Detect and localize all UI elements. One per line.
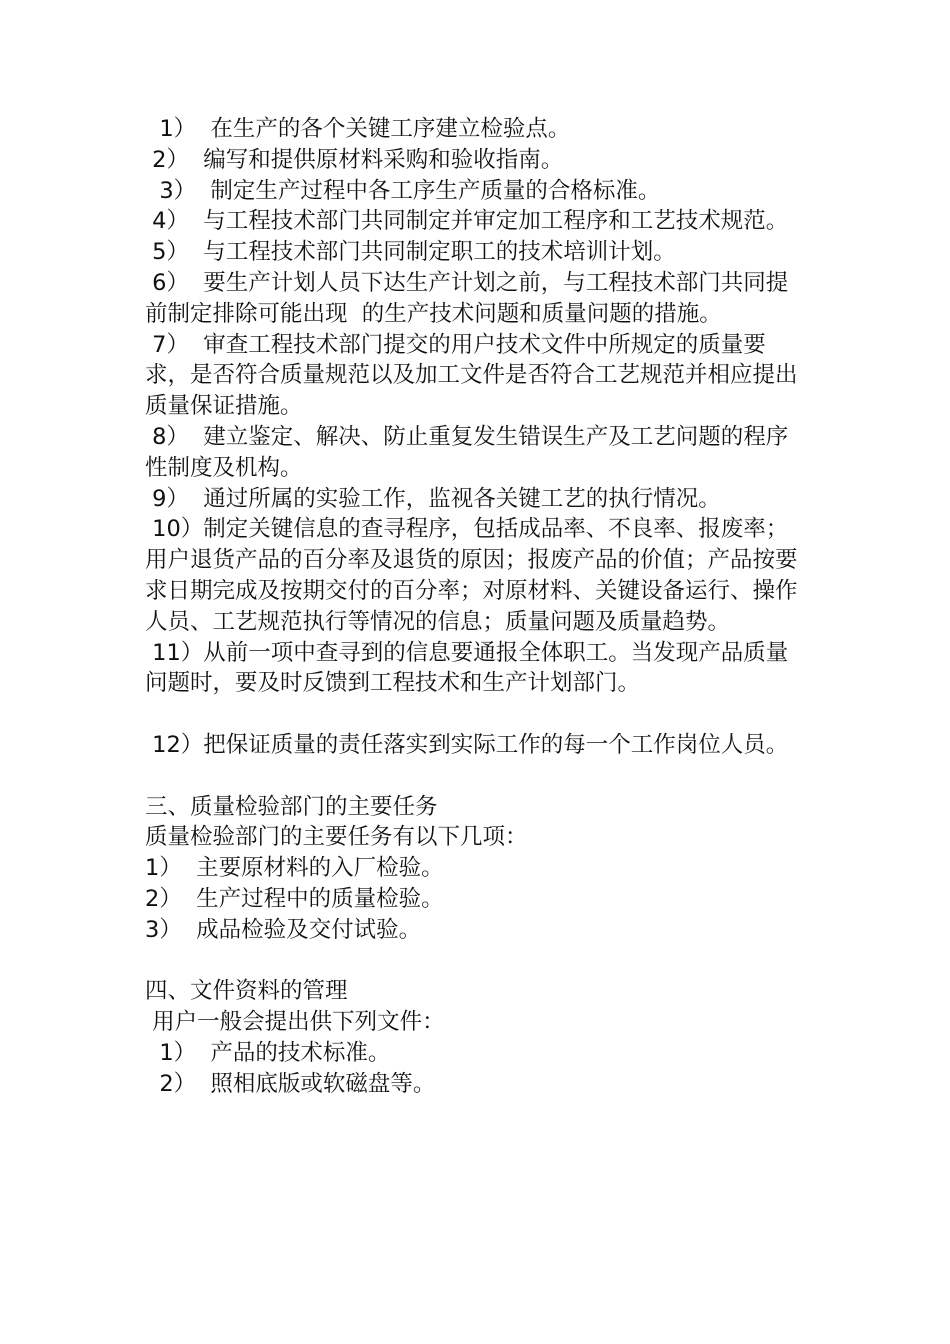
blank-line <box>145 699 810 730</box>
list-item: 1） 产品的技术标准。 <box>145 1039 391 1066</box>
section-intro: 用户一般会提出供下列文件： <box>145 1009 445 1036</box>
list-item: 12）把保证质量的责任落实到实际工作的每一个工作岗位人员。 <box>145 731 789 758</box>
section-heading: 三、质量检验部门的主要任务 <box>145 793 438 820</box>
list-item: 10）制定关键信息的查寻程序，包括成品率、不良率、报废率；用户退货产品的百分率及退货的原因；报废产品的价值；产品按要求日期完成及按期交付的百分率；对原材料、关键设备运行、操作人员、工艺规范执行等情况的信息；质量问题及质量趋势。 <box>145 516 798 635</box>
list-item: 5） 与工程技术部门共同制定职工的技术培训计划。 <box>145 239 676 266</box>
section-heading: 四、文件资料的管理 <box>145 978 348 1005</box>
list-item: 9） 通过所属的实验工作，监视各关键工艺的执行情况。 <box>145 485 721 512</box>
list-item: 11）从前一项中查寻到的信息要通报全体职工。当发现产品质量问题时，要及时反馈到工程技术和生产计划部门。 <box>145 639 789 697</box>
section-intro: 质量检验部门的主要任务有以下几项： <box>145 824 528 851</box>
list-item: 7） 审查工程技术部门提交的用户技术文件中所规定的质量要求，是否符合质量规范以及加工文件是否符合工艺规范并相应提出质量保证措施。 <box>145 331 798 420</box>
list-item: 1） 在生产的各个关键工序建立检验点。 <box>145 116 571 142</box>
blank-line <box>145 761 810 792</box>
list-item: 3） 制定生产过程中各工序生产质量的合格标准。 <box>145 177 661 204</box>
list-item: 4） 与工程技术部门共同制定并审定加工程序和工艺技术规范。 <box>145 208 789 235</box>
list-item: 2） 编写和提供原材料采购和验收指南。 <box>145 146 564 173</box>
document-body <box>145 114 810 1100</box>
blank-line <box>145 946 810 977</box>
list-item: 2） 照相底版或软磁盘等。 <box>145 1070 436 1097</box>
list-item: 3） 成品检验及交付试验。 <box>145 916 422 943</box>
list-item: 6） 要生产计划人员下达生产计划之前，与工程技术部门共同提前制定排除可能出现 的生产技术问题和质量问题的措施。 <box>145 269 789 327</box>
list-item: 2） 生产过程中的质量检验。 <box>145 885 444 912</box>
list-item: 8） 建立鉴定、解决、防止重复发生错误生产及工艺问题的程序性制度及机构。 <box>145 423 789 481</box>
list-item: 1） 主要原材料的入厂检验。 <box>145 855 444 882</box>
